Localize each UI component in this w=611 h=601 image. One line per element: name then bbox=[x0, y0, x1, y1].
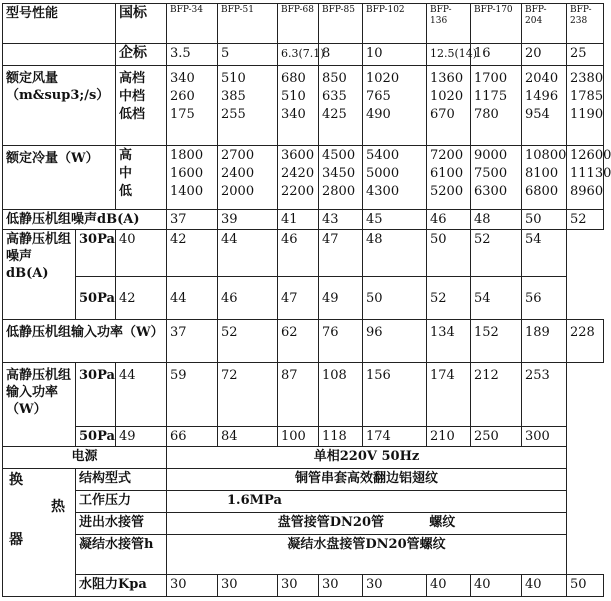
cooling-values bbox=[471, 146, 522, 210]
value: 189 bbox=[522, 320, 567, 363]
hx-char-3: 器 bbox=[9, 532, 23, 548]
low-noise-row bbox=[3, 210, 604, 230]
value: 850 bbox=[322, 71, 347, 86]
value: 42 bbox=[116, 277, 167, 320]
hx-row-inlet bbox=[3, 513, 604, 535]
value: 30 bbox=[319, 575, 363, 597]
heat-exchanger-label bbox=[3, 469, 76, 597]
hx-char-1: 换 bbox=[9, 472, 23, 488]
level-low: 低 bbox=[119, 184, 133, 199]
model-cell: BFP-68 bbox=[278, 4, 319, 44]
value: 2800 bbox=[322, 184, 356, 199]
value: 1175 bbox=[474, 89, 508, 104]
value: 50 bbox=[522, 210, 567, 230]
airflow-values bbox=[363, 66, 427, 146]
value: 56 bbox=[522, 277, 567, 320]
value: 108 bbox=[319, 363, 363, 427]
header-row-national bbox=[3, 4, 604, 44]
value: 40 bbox=[427, 575, 471, 597]
value: 3450 bbox=[322, 166, 356, 181]
high-power-row-30 bbox=[3, 363, 604, 427]
model-cell: BFP-238 bbox=[567, 4, 604, 44]
cooling-values bbox=[363, 146, 427, 210]
cooling-values bbox=[278, 146, 319, 210]
airflow-row bbox=[3, 66, 604, 146]
value: 6300 bbox=[474, 184, 508, 199]
value: 7200 bbox=[430, 148, 464, 163]
pressure-30: 30Pa bbox=[76, 230, 116, 277]
hx-resistance-label: 水阻力Kpa bbox=[76, 575, 167, 597]
high-noise-row-30 bbox=[3, 230, 604, 277]
hx-value: 铜管串套高效翻边铝翅纹 bbox=[167, 469, 567, 491]
value: 50 bbox=[427, 230, 471, 277]
value: 152 bbox=[471, 320, 522, 363]
value: 59 bbox=[167, 363, 218, 427]
airflow-values bbox=[471, 66, 522, 146]
row-label-model bbox=[3, 4, 116, 44]
value: 47 bbox=[319, 230, 363, 277]
enterprise-cell: 8 bbox=[319, 44, 363, 66]
value: 340 bbox=[281, 107, 306, 122]
cooling-values bbox=[522, 146, 567, 210]
hx-value: 凝结水盘接管DN20管螺纹 bbox=[167, 535, 567, 575]
value: 4500 bbox=[322, 148, 356, 163]
airflow-label bbox=[3, 66, 116, 146]
model-cell: BFP-34 bbox=[167, 4, 218, 44]
value: 260 bbox=[170, 89, 195, 104]
value: 680 bbox=[281, 71, 306, 86]
value: 3600 bbox=[281, 148, 315, 163]
value: 156 bbox=[363, 363, 427, 427]
value: 340 bbox=[170, 71, 195, 86]
hx-label: 进出水接管 bbox=[76, 513, 167, 535]
value: 50 bbox=[363, 277, 427, 320]
high-noise-row-50 bbox=[3, 277, 604, 320]
spec-table bbox=[2, 3, 611, 597]
header-row-enterprise bbox=[3, 44, 604, 66]
value: 48 bbox=[363, 230, 427, 277]
level-mid: 中 bbox=[119, 166, 133, 181]
power-supply-row bbox=[3, 447, 604, 469]
value: 5000 bbox=[366, 166, 400, 181]
value: 954 bbox=[525, 107, 550, 122]
value: 45 bbox=[363, 210, 427, 230]
value: 2420 bbox=[281, 166, 315, 181]
value: 780 bbox=[474, 107, 499, 122]
blank-cell bbox=[3, 44, 116, 66]
value: 174 bbox=[363, 427, 427, 447]
hx-row-resistance bbox=[3, 575, 604, 597]
enterprise-cell: 25 bbox=[567, 44, 604, 66]
pressure-30: 30Pa bbox=[76, 363, 116, 427]
enterprise-std-label: 企标 bbox=[116, 44, 167, 66]
level-high: 高 bbox=[119, 148, 133, 163]
spec-table-wrapper bbox=[2, 3, 611, 597]
airflow-values bbox=[427, 66, 471, 146]
value: 1360 bbox=[430, 71, 464, 86]
hx-label: 结构型式 bbox=[76, 469, 167, 491]
value: 44 bbox=[218, 230, 278, 277]
value: 39 bbox=[218, 210, 278, 230]
value: 30 bbox=[363, 575, 427, 597]
value: 2700 bbox=[221, 148, 255, 163]
enterprise-cell: 16 bbox=[471, 44, 522, 66]
value: 635 bbox=[322, 89, 347, 104]
value: 66 bbox=[167, 427, 218, 447]
cooling-values bbox=[218, 146, 278, 210]
power-supply-label: 电源 bbox=[3, 447, 167, 469]
value: 52 bbox=[218, 320, 278, 363]
value: 210 bbox=[427, 427, 471, 447]
hx-label: 凝结水接管h bbox=[76, 535, 167, 575]
value: 40 bbox=[522, 575, 567, 597]
value: 118 bbox=[319, 427, 363, 447]
value: 4300 bbox=[366, 184, 400, 199]
value: 49 bbox=[116, 427, 167, 447]
model-cell: BFP-170 bbox=[471, 4, 522, 44]
airflow-values bbox=[319, 66, 363, 146]
cooling-label bbox=[3, 146, 116, 210]
power-supply-value: 单相220V 50Hz bbox=[167, 447, 567, 469]
value: 84 bbox=[218, 427, 278, 447]
value: 96 bbox=[363, 320, 427, 363]
hx-row-structure bbox=[3, 469, 604, 491]
enterprise-cell: 5 bbox=[218, 44, 278, 66]
value: 1800 bbox=[170, 148, 204, 163]
value: 43 bbox=[319, 210, 363, 230]
value: 134 bbox=[427, 320, 471, 363]
value: 7500 bbox=[474, 166, 508, 181]
high-noise-label: 高静压机组噪声dB(A) bbox=[3, 230, 76, 320]
hx-row-pressure bbox=[3, 491, 604, 513]
value: 1400 bbox=[170, 184, 204, 199]
airflow-values bbox=[278, 66, 319, 146]
enterprise-cell: 20 bbox=[522, 44, 567, 66]
value: 50 bbox=[567, 575, 604, 597]
value: 54 bbox=[471, 277, 522, 320]
airflow-label-text: 额定风量（m&sup3;/s） bbox=[6, 71, 110, 103]
value: 425 bbox=[322, 107, 347, 122]
value: 52 bbox=[471, 230, 522, 277]
value: 37 bbox=[167, 320, 218, 363]
level-low: 低档 bbox=[119, 107, 146, 122]
high-power-row-50 bbox=[3, 427, 604, 447]
value: 2380 bbox=[570, 71, 604, 86]
model-cell: BFP-51 bbox=[218, 4, 278, 44]
airflow-values bbox=[567, 66, 604, 146]
value: 49 bbox=[319, 277, 363, 320]
value: 2000 bbox=[221, 184, 255, 199]
cooling-levels bbox=[116, 146, 167, 210]
value: 6800 bbox=[525, 184, 559, 199]
value: 87 bbox=[278, 363, 319, 427]
hx-row-condensate bbox=[3, 535, 604, 575]
value: 54 bbox=[522, 230, 567, 277]
airflow-levels bbox=[116, 66, 167, 146]
low-power-row bbox=[3, 320, 604, 363]
value: 30 bbox=[218, 575, 278, 597]
value: 72 bbox=[218, 363, 278, 427]
enterprise-cell: 3.5 bbox=[167, 44, 218, 66]
value: 250 bbox=[471, 427, 522, 447]
model-performance-label: 型号性能 bbox=[6, 6, 59, 21]
value: 510 bbox=[221, 71, 246, 86]
hx-label: 工作压力 bbox=[76, 491, 167, 513]
value: 670 bbox=[430, 107, 455, 122]
value: 10800 bbox=[525, 148, 567, 163]
high-power-label: 高静压机组输入功率（W） bbox=[3, 363, 76, 447]
cooling-label-text: 额定冷量（W） bbox=[6, 151, 99, 166]
value: 37 bbox=[167, 210, 218, 230]
value: 46 bbox=[218, 277, 278, 320]
value: 385 bbox=[221, 89, 246, 104]
level-high: 高档 bbox=[119, 71, 146, 86]
value: 1496 bbox=[525, 89, 559, 104]
value: 1700 bbox=[474, 71, 508, 86]
value: 44 bbox=[167, 277, 218, 320]
level-mid: 中档 bbox=[119, 89, 146, 104]
value: 510 bbox=[281, 89, 306, 104]
value: 2200 bbox=[281, 184, 315, 199]
value: 12600 bbox=[570, 148, 611, 163]
value: 1020 bbox=[430, 89, 464, 104]
low-power-label-text: 低静压机组输入功率（W） bbox=[6, 325, 164, 340]
value: 40 bbox=[116, 230, 167, 277]
value: 300 bbox=[522, 427, 567, 447]
value: 9000 bbox=[474, 148, 508, 163]
value: 1190 bbox=[570, 107, 604, 122]
pressure-50: 50Pa bbox=[76, 277, 116, 320]
value: 52 bbox=[567, 210, 604, 230]
value: 30 bbox=[278, 575, 319, 597]
model-cell: BFP-204 bbox=[522, 4, 567, 44]
value: 40 bbox=[471, 575, 522, 597]
value: 255 bbox=[221, 107, 246, 122]
value: 8100 bbox=[525, 166, 559, 181]
value: 228 bbox=[567, 320, 604, 363]
value: 41 bbox=[278, 210, 319, 230]
low-noise-label: 低静压机组噪声dB(A) bbox=[3, 210, 167, 230]
value: 52 bbox=[427, 277, 471, 320]
model-cell: BFP-85 bbox=[319, 4, 363, 44]
pressure-50: 50Pa bbox=[76, 427, 116, 447]
value: 46 bbox=[278, 230, 319, 277]
value: 175 bbox=[170, 107, 195, 122]
hx-value: 盘管接管DN20管 螺纹 bbox=[167, 513, 567, 535]
value: 174 bbox=[427, 363, 471, 427]
cooling-values bbox=[427, 146, 471, 210]
value: 46 bbox=[427, 210, 471, 230]
value: 48 bbox=[471, 210, 522, 230]
value: 2040 bbox=[525, 71, 559, 86]
value: 30 bbox=[167, 575, 218, 597]
enterprise-cell: 6.3(7.1) bbox=[278, 44, 319, 66]
value: 490 bbox=[366, 107, 391, 122]
value: 47 bbox=[278, 277, 319, 320]
low-power-label bbox=[3, 320, 167, 363]
value: 62 bbox=[278, 320, 319, 363]
model-cell: BFP-136 bbox=[427, 4, 471, 44]
cooling-values bbox=[319, 146, 363, 210]
enterprise-cell: 10 bbox=[363, 44, 427, 66]
value: 5400 bbox=[366, 148, 400, 163]
national-std-label: 国标 bbox=[116, 4, 167, 44]
value: 1020 bbox=[366, 71, 400, 86]
hx-char-2: 热 bbox=[51, 499, 65, 515]
cooling-values bbox=[567, 146, 611, 210]
enterprise-cell: 12.5(14) bbox=[427, 44, 471, 66]
hx-value: 1.6MPa bbox=[167, 491, 567, 513]
value: 76 bbox=[319, 320, 363, 363]
value: 11130 bbox=[570, 166, 611, 181]
value: 42 bbox=[167, 230, 218, 277]
value: 1600 bbox=[170, 166, 204, 181]
airflow-values bbox=[218, 66, 278, 146]
cooling-row bbox=[3, 146, 604, 210]
value: 5200 bbox=[430, 184, 464, 199]
airflow-values bbox=[522, 66, 567, 146]
value: 2400 bbox=[221, 166, 255, 181]
value: 212 bbox=[471, 363, 522, 427]
value: 100 bbox=[278, 427, 319, 447]
model-cell: BFP-102 bbox=[363, 4, 427, 44]
value: 44 bbox=[116, 363, 167, 427]
cooling-values bbox=[167, 146, 218, 210]
value: 765 bbox=[366, 89, 391, 104]
value: 253 bbox=[522, 363, 567, 427]
value: 8960 bbox=[570, 184, 604, 199]
value: 6100 bbox=[430, 166, 464, 181]
airflow-values bbox=[167, 66, 218, 146]
value: 1785 bbox=[570, 89, 604, 104]
